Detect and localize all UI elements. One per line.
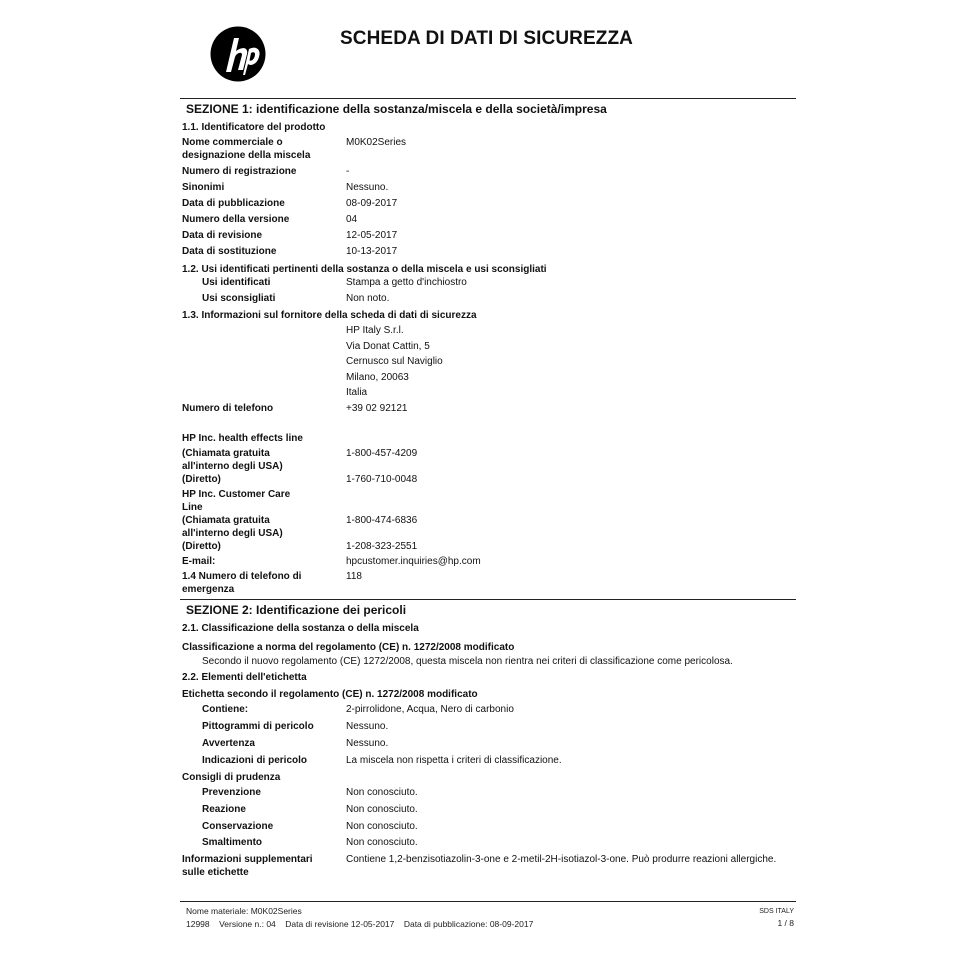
supplemental-info-value: Contiene 1,2-benzisotiazolin-3-one e 2-metil-2H-isotiazol-3-one. Può produrre reazioni allergiche. <box>346 854 777 865</box>
supplemental-info-label: Informazioni supplementari sulle etichette <box>182 854 313 878</box>
identified-uses-value: Stampa a getto d'inchiostro <box>346 277 467 288</box>
supplier-address-line: Italia <box>346 387 368 398</box>
registration-label: Numero di registrazione <box>182 166 297 177</box>
classification-heading: Classificazione a norma del regolamento (CE) n. 1272/2008 modificato <box>182 642 515 653</box>
footer-material-name: Nome materiale: M0K02Series <box>186 906 302 916</box>
disposal-value: Non conosciuto. <box>346 837 418 848</box>
section-divider <box>180 599 796 600</box>
direct-value: 1-208-323-2551 <box>346 541 418 552</box>
uses-advised-against-label: Usi sconsigliati <box>202 293 276 304</box>
customer-care-label: HP Inc. Customer Care Line <box>182 489 291 513</box>
response-value: Non conosciuto. <box>346 804 418 815</box>
section-divider <box>180 98 796 99</box>
direct-label: (Diretto) <box>182 541 221 552</box>
email-value[interactable]: hpcustomer.inquiries@hp.com <box>346 556 481 567</box>
subsection-2-1: 2.1. Classificazione della sostanza o della miscela <box>182 623 419 634</box>
prevention-label: Prevenzione <box>202 787 261 798</box>
pictograms-label: Pittogrammi di pericolo <box>202 721 314 732</box>
footer-meta: 12998 Versione n.: 04 Data di revisione 12-05-2017 Data di pubblicazione: 08-09-2017 <box>186 919 534 929</box>
subsection-1-1: 1.1. Identificatore del prodotto <box>182 122 326 133</box>
disposal-label: Smaltimento <box>202 837 263 848</box>
trade-name-label: Nome commerciale o designazione della miscela <box>182 137 311 161</box>
tollfree-label: (Chiamata gratuita all'interno degli USA) <box>182 448 283 472</box>
publication-date-value: 08-09-2017 <box>346 198 398 209</box>
revision-date-label: Data di revisione <box>182 230 263 241</box>
version-label: Numero della versione <box>182 214 290 225</box>
hp-logo-icon <box>210 26 266 82</box>
direct-value: 1-760-710-0048 <box>346 474 418 485</box>
contains-value: 2-pirrolidone, Acqua, Nero di carbonio <box>346 704 514 715</box>
email-label: E-mail: <box>182 556 216 567</box>
identified-uses-label: Usi identificati <box>202 277 271 288</box>
subsection-1-2: 1.2. Usi identificati pertinenti della sostanza o della miscela e usi sconsigliati <box>182 264 547 275</box>
section-1-title: SEZIONE 1: identificazione della sostanza/miscela e della società/impresa <box>186 102 607 116</box>
supplier-address-line: HP Italy S.r.l. <box>346 325 404 336</box>
hazard-statements-label: Indicazioni di pericolo <box>202 755 308 766</box>
contains-label: Contiene: <box>202 704 249 715</box>
substitution-date-label: Data di sostituzione <box>182 246 277 257</box>
phone-label: Numero di telefono <box>182 403 274 414</box>
label-heading: Etichetta secondo il regolamento (CE) n. 1272/2008 modificato <box>182 689 478 700</box>
section-2-title: SEZIONE 2: Identificazione dei pericoli <box>186 603 407 617</box>
footer-sds-region: SDS ITALY <box>759 908 794 915</box>
footer-divider <box>180 901 796 902</box>
storage-label: Conservazione <box>202 821 274 832</box>
revision-date-value: 12-05-2017 <box>346 230 398 241</box>
version-value: 04 <box>346 214 358 225</box>
direct-label: (Diretto) <box>182 474 221 485</box>
registration-value: - <box>346 166 350 177</box>
signal-word-label: Avvertenza <box>202 738 255 749</box>
supplier-address-line: Via Donat Cattin, 5 <box>346 341 430 352</box>
uses-advised-against-value: Non noto. <box>346 293 390 304</box>
emergency-phone-label: 1.4 Numero di telefono di emergenza <box>182 571 302 595</box>
signal-word-value: Nessuno. <box>346 738 389 749</box>
health-line-label: HP Inc. health effects line <box>182 433 303 444</box>
supplier-address-line: Cernusco sul Naviglio <box>346 356 443 367</box>
response-label: Reazione <box>202 804 246 815</box>
emergency-phone-value: 118 <box>346 571 362 582</box>
substitution-date-value: 10-13-2017 <box>346 246 398 257</box>
subsection-1-3: 1.3. Informazioni sul fornitore della scheda di dati di sicurezza <box>182 310 477 321</box>
pictograms-value: Nessuno. <box>346 721 389 732</box>
supplier-address-line: Milano, 20063 <box>346 372 409 383</box>
tollfree-label: (Chiamata gratuita all'interno degli USA) <box>182 515 283 539</box>
phone-value: +39 02 92121 <box>346 403 408 414</box>
trade-name-value: M0K02Series <box>346 137 407 148</box>
subsection-2-2: 2.2. Elementi dell'etichetta <box>182 672 307 683</box>
tollfree-value: 1-800-474-6836 <box>346 515 418 526</box>
synonyms-value: Nessuno. <box>346 182 389 193</box>
hazard-statements-value: La miscela non rispetta i criteri di classificazione. <box>346 755 562 766</box>
tollfree-value: 1-800-457-4209 <box>346 448 418 459</box>
synonyms-label: Sinonimi <box>182 182 225 193</box>
precaution-heading: Consigli di prudenza <box>182 772 281 783</box>
prevention-value: Non conosciuto. <box>346 787 418 798</box>
document-title: SCHEDA DI DATI DI SICUREZZA <box>340 28 633 49</box>
storage-value: Non conosciuto. <box>346 821 418 832</box>
publication-date-label: Data di pubblicazione <box>182 198 285 209</box>
footer-page-number: 1 / 8 <box>777 918 794 928</box>
classification-text: Secondo il nuovo regolamento (CE) 1272/2008, questa miscela non rientra nei criteri di classificazione come pericolosa. <box>202 656 733 667</box>
